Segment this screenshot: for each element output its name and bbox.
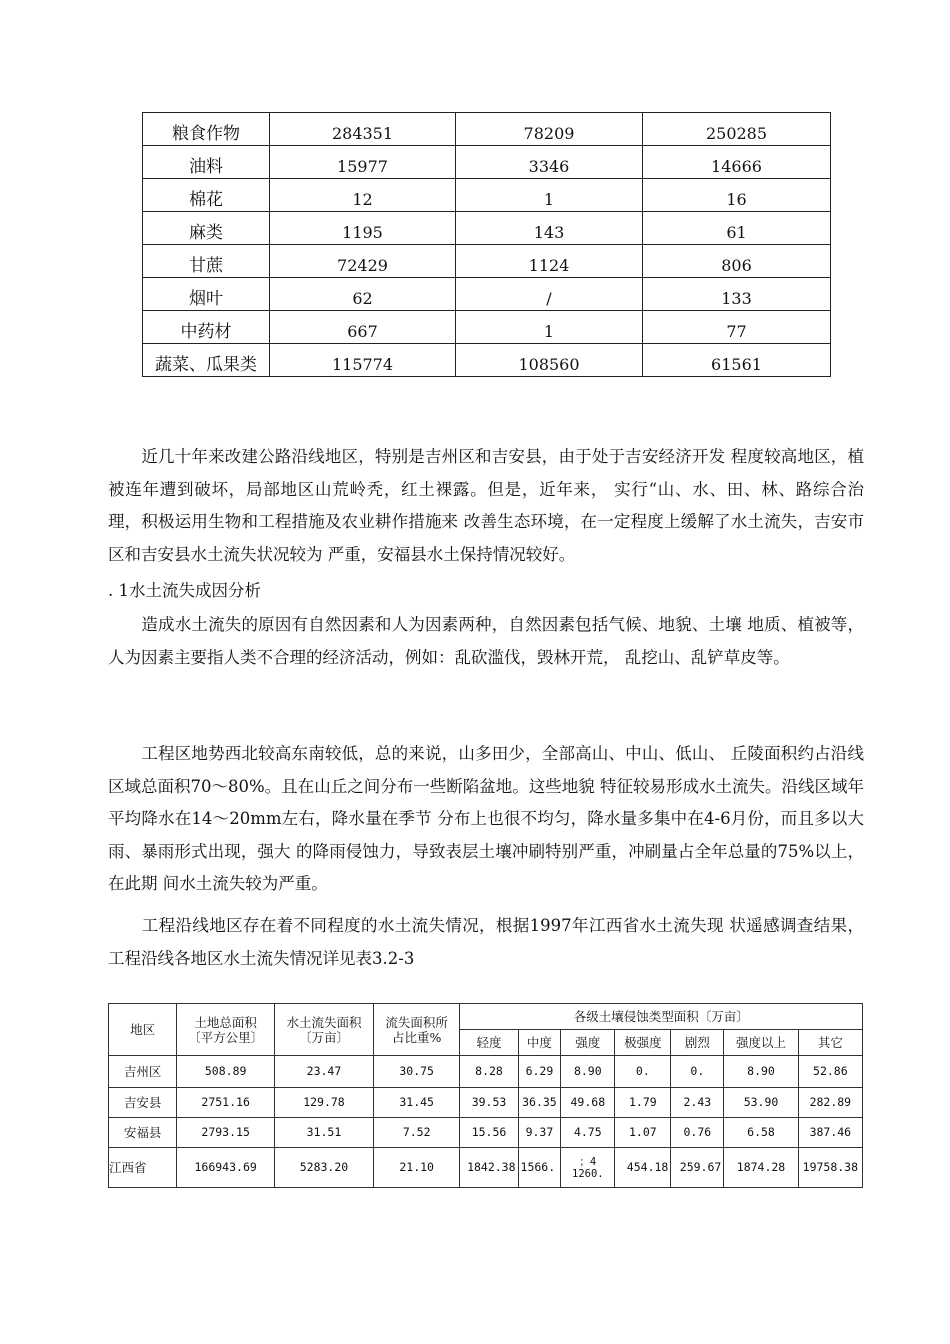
crop-value: 1 bbox=[456, 311, 643, 344]
crop-name: 烟叶 bbox=[143, 278, 270, 311]
region-name: 安福县 bbox=[109, 1118, 177, 1148]
crop-value: 3346 bbox=[456, 146, 643, 179]
crop-name: 麻类 bbox=[143, 212, 270, 245]
loss-ratio: 30.75 bbox=[373, 1056, 460, 1088]
header-loss-area-line2: 〔万亩〕 bbox=[298, 1029, 349, 1045]
crop-value: 72429 bbox=[270, 245, 456, 278]
table-row bbox=[109, 1056, 863, 1088]
crop-value: 16 bbox=[643, 179, 831, 212]
very-strong-value: 1.07 bbox=[615, 1118, 671, 1148]
region-name: 吉安县 bbox=[109, 1088, 177, 1118]
crop-name: 中药材 bbox=[143, 311, 270, 344]
severe-value: 2.43 bbox=[671, 1088, 724, 1118]
paragraph-erosion-causes: 造成水土流失的原因有自然因素和人为因素两种，自然因素包括气候、地貌、土壤 地质、植被等，人为因素主要指人类不合理的经济活动，例如：乱砍滥伐，毁林开荒， 乱挖山、乱铲草皮等。 bbox=[108, 615, 864, 667]
header-ratio-line2: 占比重% bbox=[391, 1029, 442, 1045]
header-total-area bbox=[177, 1004, 275, 1056]
table-row bbox=[143, 179, 831, 212]
table-row bbox=[143, 113, 831, 146]
moderate-value: 6.29 bbox=[518, 1056, 561, 1088]
light-value: 15.56 bbox=[460, 1118, 518, 1148]
severe-value: 0. bbox=[671, 1056, 724, 1088]
table-row bbox=[109, 1118, 863, 1148]
table-row bbox=[143, 344, 831, 377]
crop-value: 108560 bbox=[456, 344, 643, 377]
light-value: 8.28 bbox=[460, 1056, 518, 1088]
crop-value: 1 bbox=[456, 179, 643, 212]
crop-value: 77 bbox=[643, 311, 831, 344]
light-value: 39.53 bbox=[460, 1088, 518, 1118]
paragraph-vegetation-damage: 近几十年来改建公路沿线地区，特别是吉州区和吉安县，由于处于吉安经济开发 程度较高地区，植被连年遭到破坏，局部地区山荒岭秃，红土裸露。但是，近年来， 实行“山、水、田、林、路综合治理，积极运用生物和工程措施及农业耕作措施来 改善生态环境，在一定程度上缓解了水土流失，吉安市区和吉安县水土流失状况较为 严重，安福县水土保持情况较好。 bbox=[108, 447, 864, 564]
crop-name: 蔬菜、瓜果类 bbox=[143, 344, 270, 377]
crop-value: 806 bbox=[643, 245, 831, 278]
light-value: 1842.38 bbox=[460, 1148, 518, 1188]
severe-value: 259.67 bbox=[671, 1148, 724, 1188]
total-area: 2751.16 bbox=[177, 1088, 275, 1118]
header-region: 地区 bbox=[109, 1004, 177, 1056]
crop-value: 62 bbox=[270, 278, 456, 311]
crop-value: 61 bbox=[643, 212, 831, 245]
header-very-strong: 极强度 bbox=[615, 1030, 671, 1056]
loss-ratio: 21.10 bbox=[373, 1148, 460, 1188]
table-row bbox=[143, 212, 831, 245]
moderate-value: 9.37 bbox=[518, 1118, 561, 1148]
header-severe: 剧烈 bbox=[671, 1030, 724, 1056]
header-ratio bbox=[373, 1004, 460, 1056]
loss-area: 129.78 bbox=[275, 1088, 374, 1118]
crop-name: 粮食作物 bbox=[143, 113, 270, 146]
section-heading: . 1水土流失成因分析 bbox=[108, 581, 261, 600]
table-row bbox=[143, 146, 831, 179]
moderate-value: 1566. bbox=[518, 1148, 561, 1188]
header-ratio-line1: 流失面积所 bbox=[385, 1014, 448, 1030]
crop-value: 78209 bbox=[456, 113, 643, 146]
erosion-table-body bbox=[109, 1004, 863, 1188]
crop-value: 14666 bbox=[643, 146, 831, 179]
loss-area: 31.51 bbox=[275, 1118, 374, 1148]
header-moderate: 中度 bbox=[518, 1030, 561, 1056]
header-total-area-line2: 〔平方公里〕 bbox=[188, 1029, 264, 1045]
table-row bbox=[143, 278, 831, 311]
crop-value: 143 bbox=[456, 212, 643, 245]
other-value: 387.46 bbox=[798, 1118, 862, 1148]
other-value: 19758.38 bbox=[798, 1148, 862, 1188]
crop-value: 133 bbox=[643, 278, 831, 311]
other-value: 282.89 bbox=[798, 1088, 862, 1118]
crop-value: 250285 bbox=[643, 113, 831, 146]
region-name: 江西省 bbox=[109, 1148, 177, 1188]
very-strong-value: 454.18 bbox=[615, 1148, 671, 1188]
moderate-value: 36.35 bbox=[518, 1088, 561, 1118]
other-value: 52.86 bbox=[798, 1056, 862, 1088]
region-name: 吉州区 bbox=[109, 1056, 177, 1088]
paragraph-survey-reference: 工程沿线地区存在着不同程度的水土流失情况，根据1997年江西省水土流失现 状遥感调查结果，工程沿线各地区水土流失情况详见表3.2-3 bbox=[108, 916, 864, 968]
above-strong-value: 1874.28 bbox=[724, 1148, 798, 1188]
very-strong-value: 1.79 bbox=[615, 1088, 671, 1118]
very-strong-value: 0. bbox=[615, 1056, 671, 1088]
header-loss-area-line1: 水土流失面积 bbox=[286, 1014, 362, 1030]
table-row bbox=[143, 245, 831, 278]
paragraph-terrain-rainfall: 工程区地势西北较高东南较低，总的来说，山多田少，全部高山、中山、低山、 丘陵面积约占沿线区域总面积70〜80%。且在山丘之间分布一些断陷盆地。这些地貌 特征较易形成水土流失。沿线区域年平均降水在14〜20mm左右，降水量在季节 分布上也很不均匀，降水量多集中在4-6月份，而且多以大雨、暴雨形式出现，强大 的降雨侵蚀力，导致表层土壤冲刷特别严重，冲刷量占全年总量的75%以上，在此期 间水土流失较为严重。 bbox=[108, 744, 864, 893]
table-row bbox=[143, 311, 831, 344]
soil-erosion-table bbox=[108, 1003, 863, 1188]
above-strong-value: 6.58 bbox=[724, 1118, 798, 1148]
total-area: 166943.69 bbox=[177, 1148, 275, 1188]
crop-value: 61561 bbox=[643, 344, 831, 377]
crop-value: 1124 bbox=[456, 245, 643, 278]
header-light: 轻度 bbox=[460, 1030, 518, 1056]
header-above-strong: 强度以上 bbox=[724, 1030, 798, 1056]
crop-value: 115774 bbox=[270, 344, 456, 377]
loss-area: 23.47 bbox=[275, 1056, 374, 1088]
crop-name: 油料 bbox=[143, 146, 270, 179]
total-area: 2793.15 bbox=[177, 1118, 275, 1148]
crop-table-body bbox=[143, 113, 831, 377]
loss-ratio: 7.52 bbox=[373, 1118, 460, 1148]
crop-value: 12 bbox=[270, 179, 456, 212]
header-strong: 强度 bbox=[561, 1030, 615, 1056]
table-row bbox=[109, 1088, 863, 1118]
loss-ratio: 31.45 bbox=[373, 1088, 460, 1118]
header-other: 其它 bbox=[798, 1030, 862, 1056]
header-loss-area bbox=[275, 1004, 374, 1056]
crop-name: 甘蔗 bbox=[143, 245, 270, 278]
header-total-area-line1: 土地总面积 bbox=[194, 1014, 257, 1030]
table-row bbox=[109, 1148, 863, 1188]
crop-value: 15977 bbox=[270, 146, 456, 179]
crop-name: 棉花 bbox=[143, 179, 270, 212]
crop-value: 667 bbox=[270, 311, 456, 344]
crop-value: 1195 bbox=[270, 212, 456, 245]
total-area: 508.89 bbox=[177, 1056, 275, 1088]
above-strong-value: 8.90 bbox=[724, 1056, 798, 1088]
header-erosion-group: 各级土壤侵蚀类型面积〔万亩〕 bbox=[460, 1004, 863, 1030]
table-header-row bbox=[109, 1004, 863, 1030]
severe-value: 0.76 bbox=[671, 1118, 724, 1148]
strong-value: ；4 1260. bbox=[561, 1148, 615, 1188]
above-strong-value: 53.90 bbox=[724, 1088, 798, 1118]
strong-value: 4.75 bbox=[561, 1118, 615, 1148]
loss-area: 5283.20 bbox=[275, 1148, 374, 1188]
crop-value: / bbox=[456, 278, 643, 311]
crop-production-table bbox=[142, 112, 831, 377]
crop-value: 284351 bbox=[270, 113, 456, 146]
strong-value: 8.90 bbox=[561, 1056, 615, 1088]
strong-value: 49.68 bbox=[561, 1088, 615, 1118]
